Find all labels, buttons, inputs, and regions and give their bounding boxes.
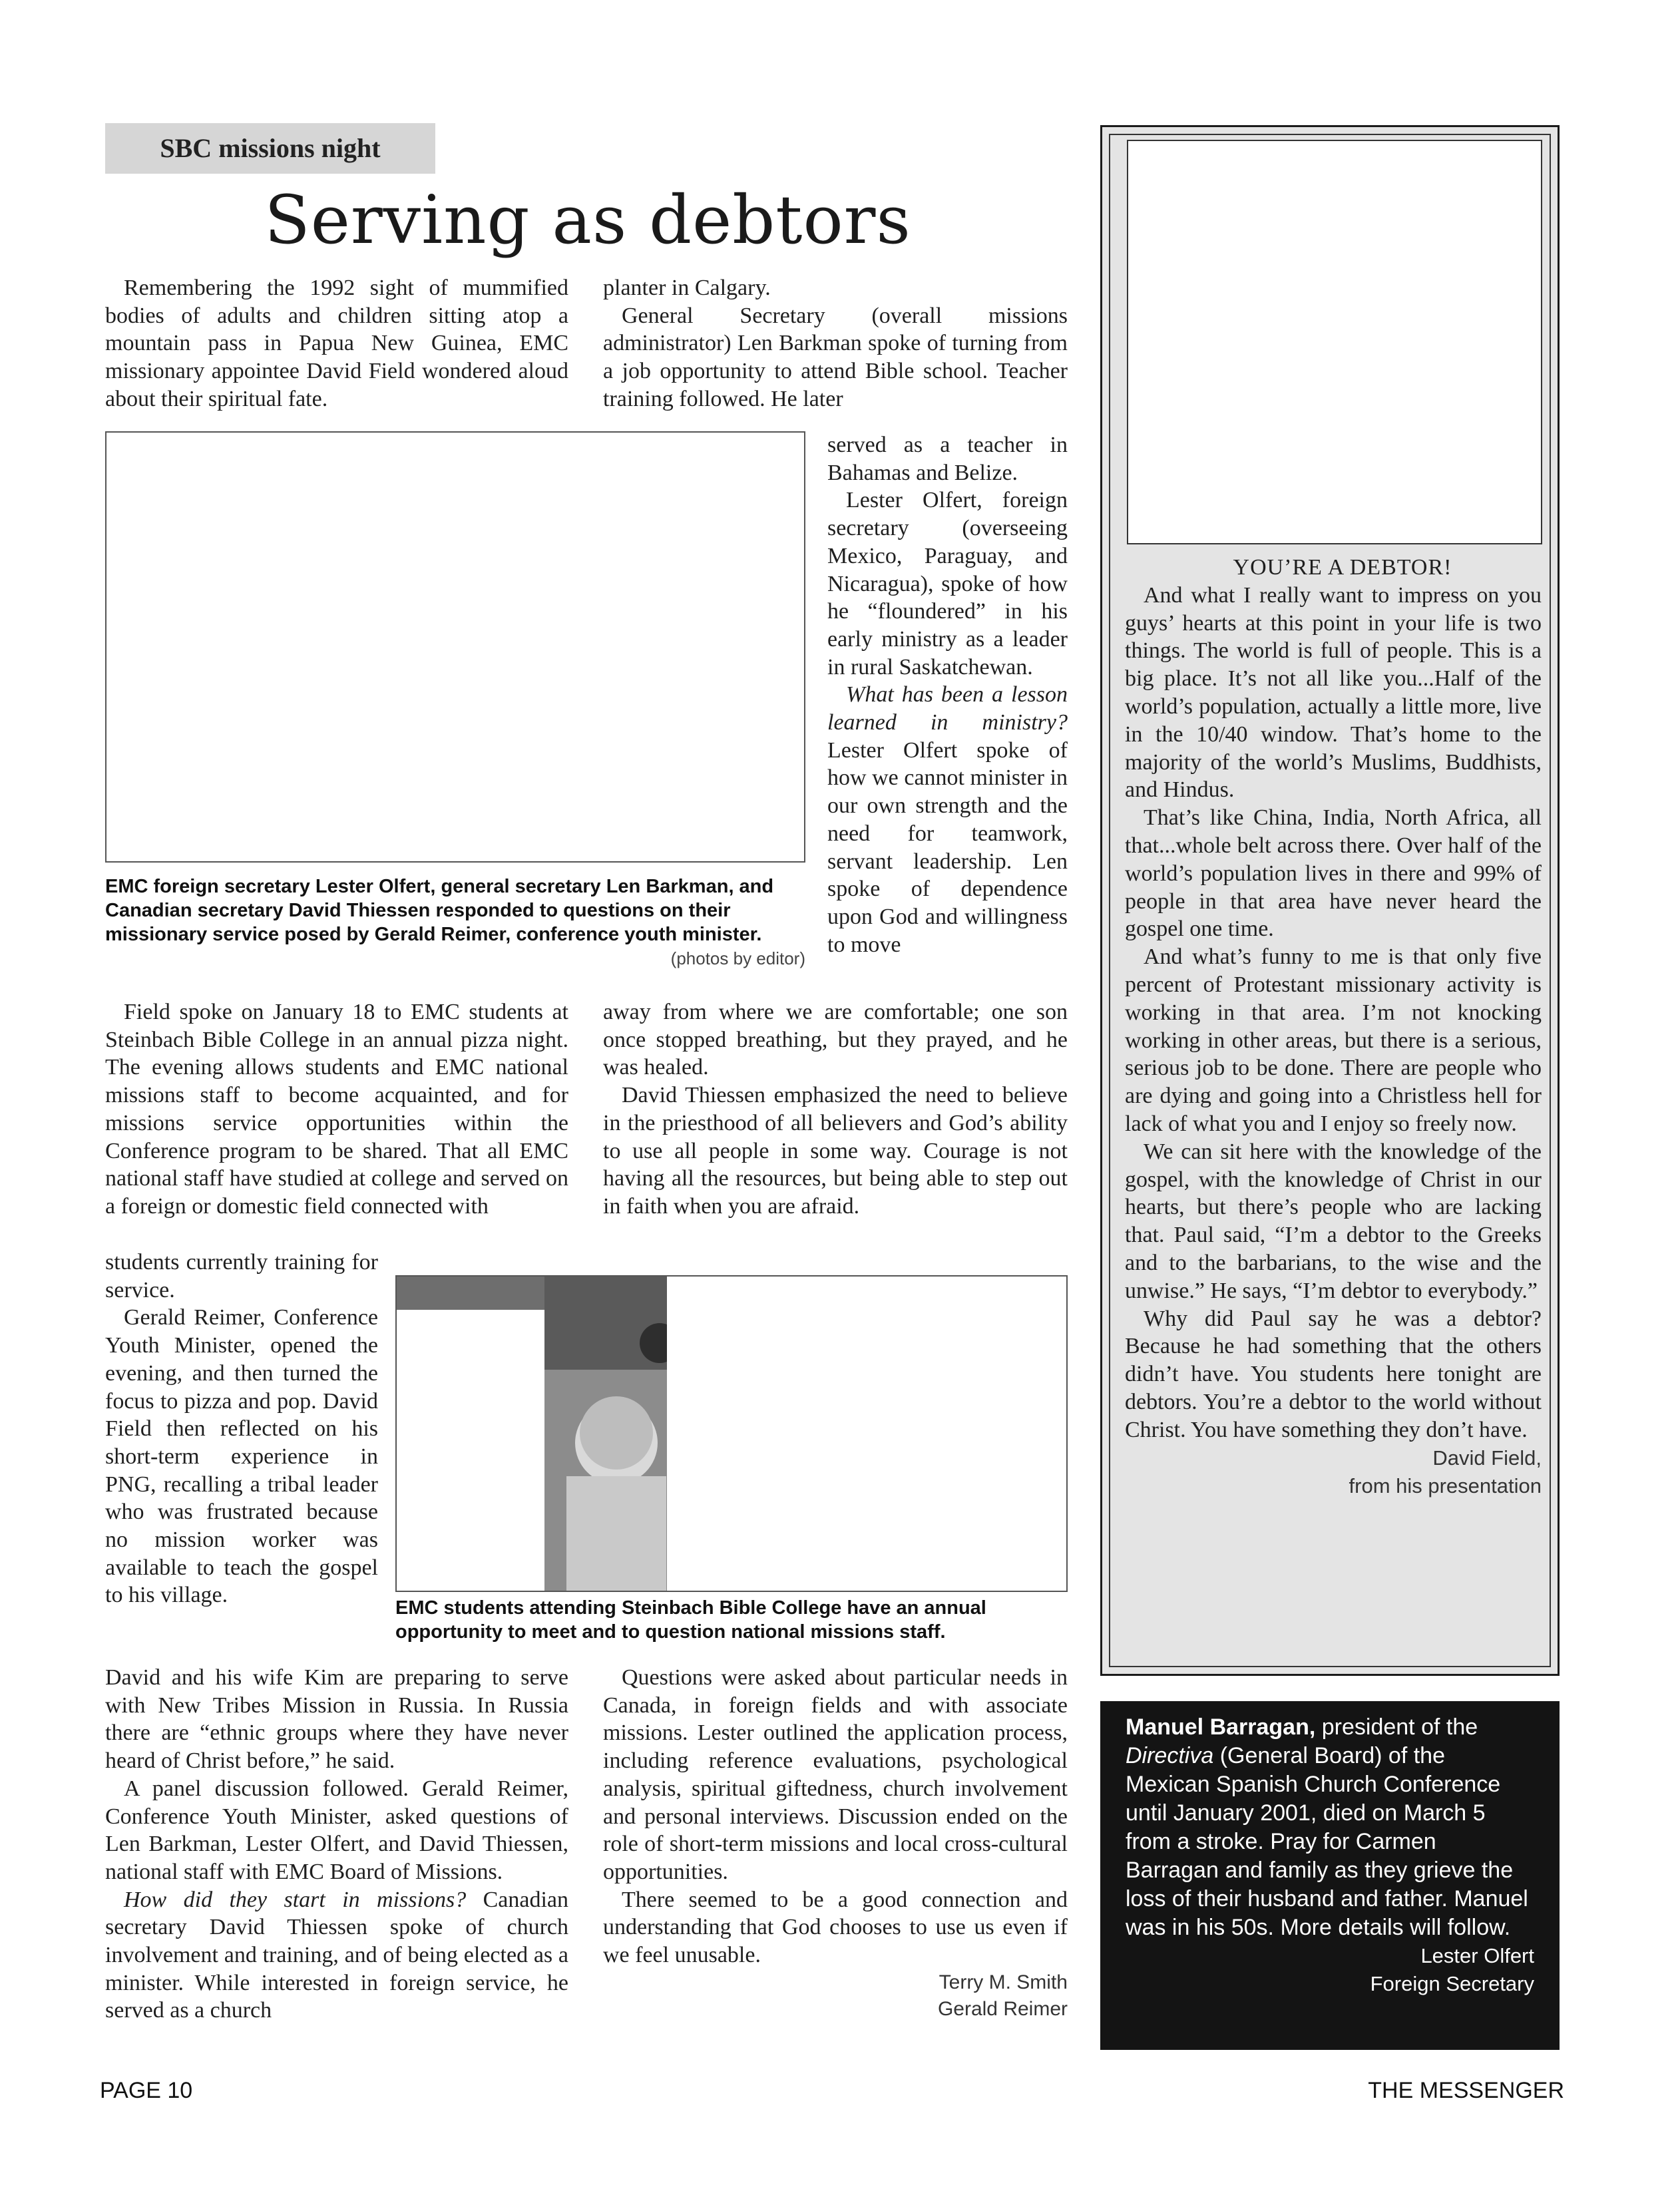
byline-name: Gerald Reimer — [937, 1997, 1068, 2020]
sidebar-paragraph: Why did Paul say he was a debtor? Because he had something that the others didn’t have. You students here tonight are debtors. You’re a debtor to the world without Christ. You have something they don’t have. — [1125, 1306, 1542, 1442]
byline-name: Terry M. Smith — [939, 1971, 1068, 1993]
article-column-2-mid — [603, 998, 1068, 1221]
body-paragraph: planter in Calgary. — [603, 276, 771, 300]
article-column-2-top — [603, 274, 1068, 413]
section-kicker: SBC missions night — [105, 123, 435, 174]
body-paragraph: served as a teacher in Bahamas and Belize. — [827, 433, 1068, 485]
publication-name: THE MESSENGER — [1368, 2078, 1564, 2103]
notice-name: Manuel Barragan, — [1126, 1714, 1316, 1740]
question-heading: What has been a lesson learned in ministry? — [827, 682, 1068, 735]
sidebar-title: YOU’RE A DEBTOR! — [1233, 555, 1452, 580]
body-paragraph: David Thiessen emphasized the need to believe in the priesthood of all believers and God’s ability to use all people in some way. Courage is not having all the resources, but being able to step out in faith when you are afraid. — [603, 1083, 1068, 1219]
photo-credit: (photos by editor) — [670, 948, 805, 968]
sidebar-paragraph: We can sit here with the knowledge of the gospel, with the knowledge of Christ in our hearts, but there’s people who are lacking that. Paul said, “I’m a debtor to the Greeks and to the barbarians, to the wise and the unwise.” He says, “I’m debtor to everybody.” — [1125, 1139, 1542, 1303]
article-headline: Serving as debtors — [264, 181, 911, 259]
sidebar-paragraph: That’s like China, India, North Africa, all that...whole belt across there. Over half of the world’s population lives in there and 99% of people in that area have never heard the gospel one time. — [1125, 805, 1542, 942]
question-heading: How did they start in missions? — [124, 1887, 467, 1912]
body-paragraph: Lester Olfert, foreign secretary (overseeing Mexico, Paraguay, and Nicaragua), spoke of how he “floundered” in his early ministry as a leader in rural Saskatchewan. — [827, 488, 1068, 680]
article-column-1-mid — [105, 998, 568, 1221]
article-column-1-bottom — [105, 1664, 568, 2025]
photo-students — [395, 1275, 1068, 1592]
article-intro — [105, 274, 568, 413]
notice-signature-name: Lester Olfert — [1420, 1944, 1534, 1967]
notice-text: Manuel Barragan, president of the Directiva (General Board) of the Mexican Spanish Church Conference until January 2001, died on March 5 from a stroke. Pray for Carmen Barragan and family as they grieve the loss of their husband and father. Manuel was in his 50s. More details will follow. — [1126, 1714, 1528, 1940]
photo-caption-1: EMC foreign secretary Lester Olfert, general secretary Len Barkman, and Canadian secretary David Thiessen responded to questions on their missionary service posed by Gerald Reimer, conference youth minister. (photos by editor) — [105, 875, 805, 970]
article-column-2-bottom — [603, 1664, 1068, 2023]
body-paragraph: Gerald Reimer, Conference Youth Minister, opened the evening, and then turned the focus to pizza and pop. David Field then reflected on his short-term experience in PNG, recalling a tribal leader who was frustrated because no mission worker was available to teach the gospel to his village. — [105, 1305, 378, 1608]
body-paragraph: General Secretary (overall missions administrator) Len Barkman spoke of turning from a job opportunity to attend Bible school. Teacher training followed. He later — [603, 303, 1068, 411]
body-paragraph: away from where we are comfortable; one son once stopped breathing, but they prayed, and he was healed. — [603, 1000, 1068, 1080]
article-column-1-narrow — [105, 1249, 378, 1609]
obituary-notice — [1100, 1701, 1560, 2050]
body-paragraph: students currently training for service. — [105, 1250, 378, 1302]
sidebar-quote — [1125, 554, 1542, 1500]
notice-signature-title: Foreign Secretary — [1370, 1972, 1534, 1995]
sidebar-paragraph: And what’s funny to me is that only five percent of Protestant missionary activity is working in that area. I’m not knocking working in other areas, but there is a serious, serious job to be done. There are people who are dying and going into a Christless hell for lack of what you and I enjoy so freely now. — [1125, 944, 1542, 1136]
photo-caption-2: EMC students attending Steinbach Bible College have an annual opportunity to meet and to question national missions staff. — [395, 1597, 986, 1643]
intro-paragraph: Remembering the 1992 sight of mummified bodies of adults and children sitting atop a mountain pass in Papua New Guinea, EMC missionary appointee David Field wondered aloud about their spiritual fate. — [105, 276, 568, 411]
body-paragraph: Field spoke on January 18 to EMC students at Steinbach Bible College in an annual pizza night. The evening allows students and EMC national missions staff to become acquainted, and for missions service opportunities within the Conference program to be shared. That all EMC national staff have studied at college and served on a foreign or domestic field connected with — [105, 1000, 568, 1219]
body-paragraph: David and his wife Kim are preparing to serve with New Tribes Mission in Russia. In Russia there are “ethnic groups where they have never heard of Christ before,” he said. — [105, 1665, 568, 1774]
body-paragraph: Questions were asked about particular needs in Canada, in foreign fields and with associate missions. Lester outlined the application process, including reference evaluations, psychological analysis, spiritual giftedness, church involvement and personal interviews. Discussion ended on the role of short-term missions and local cross-cultural opportunities. — [603, 1665, 1068, 1884]
body-paragraph: There seemed to be a good connection and understanding that God chooses to use us even if we feel unusable. — [603, 1887, 1068, 1968]
sidebar-signature-source: from his presentation — [1349, 1474, 1542, 1497]
sidebar-signature-name: David Field, — [1432, 1446, 1542, 1470]
body-paragraph: A panel discussion followed. Gerald Reimer, Conference Youth Minister, asked questions of Len Barkman, Lester Olfert, and David Thiessen, national staff with EMC Board of Missions. — [105, 1776, 568, 1884]
body-paragraph: What has been a lesson learned in ministry? Lester Olfert spoke of how we cannot minister in our own strength and the need for teamwork, servant leadership. Len spoke of dependence upon God and willingness to move — [827, 682, 1068, 957]
sidebar-paragraph: And what I really want to impress on you guys’ hearts at this point in your life is two things. The world is full of people. This is a big place. It’s not all like you...Half of the world’s population, actually a little more, live in the 10/40 window. That’s home to the majority of the world’s Muslims, Buddhists, and Hindus. — [1125, 582, 1542, 803]
article-column-2-narrow — [827, 431, 1068, 958]
body-paragraph: How did they start in missions? Canadian secretary David Thiessen spoke of church involvement and training, and of being elected as a minister. While interested in foreign service, he served as a church — [105, 1887, 568, 2023]
photo-students-image — [397, 1277, 1066, 1591]
notice-board-name: Directiva — [1126, 1743, 1214, 1768]
page-number: PAGE 10 — [100, 2078, 193, 2103]
sidebar-photo — [1127, 140, 1542, 544]
photo-panel-discussion — [105, 431, 805, 863]
